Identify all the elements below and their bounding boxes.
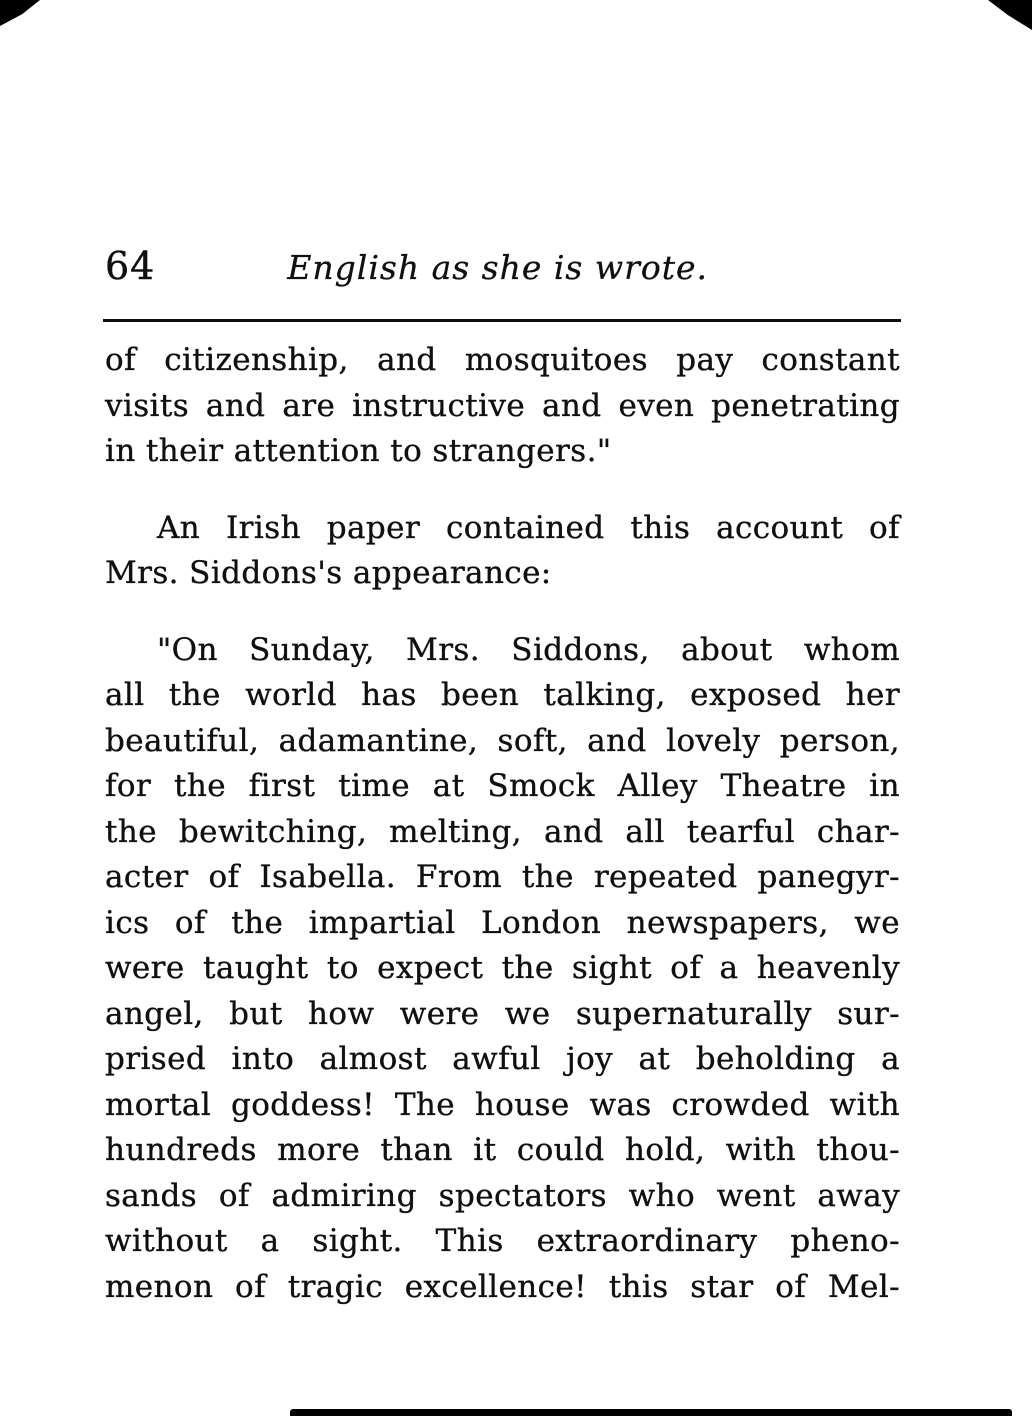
text-line: were taught to expect the sight of a heavenly: [105, 950, 900, 986]
paragraph-siddons-quote: [105, 628, 900, 1311]
scan-artifact-top-left-corner: [0, 0, 40, 26]
text-line: mortal goddess! The house was crowded with: [105, 1086, 900, 1123]
page-number: 64: [105, 244, 156, 288]
scan-artifact-bottom-edge: [290, 1409, 1012, 1416]
text-line: hundreds more than it could hold, with thou-: [105, 1132, 900, 1168]
text-line: without a sight. This extraordinary pheno-: [105, 1223, 900, 1259]
text-line: all the world has been talking, exposed her: [105, 677, 900, 713]
text-line: for the first time at Smock Alley Theatre in: [105, 768, 900, 804]
text-line: beautiful, adamantine, soft, and lovely person,: [105, 722, 900, 759]
text-line: menon of tragic excellence! this star of Mel-: [105, 1268, 900, 1305]
text-line: in their attention to strangers.": [105, 433, 612, 469]
header-rule: [103, 319, 901, 322]
text-line: of citizenship, and mosquitoes pay constant: [105, 342, 900, 378]
text-line: visits and are instructive and even penetrating: [105, 387, 900, 424]
text-line: angel, but how were we supernaturally sur-: [105, 995, 900, 1032]
text-line: the bewitching, melting, and all tearful char-: [105, 813, 900, 850]
text-line: acter of Isabella. From the repeated panegyr-: [105, 859, 900, 895]
text-line: prised into almost awful joy at beholding a: [105, 1041, 900, 1077]
running-title: English as she is wrote.: [287, 248, 709, 287]
page-header: [105, 244, 900, 288]
text-line: Mrs. Siddons's appearance:: [105, 555, 552, 591]
text-line: sands of admiring spectators who went away: [105, 1177, 900, 1214]
text-block: [105, 338, 900, 1310]
paragraph-continuation: [105, 338, 900, 475]
text-line: An Irish paper contained this account of: [157, 509, 900, 546]
text-line: "On Sunday, Mrs. Siddons, about whom: [157, 631, 900, 668]
text-line: ics of the impartial London newspapers, we: [105, 904, 900, 941]
scan-artifact-top-right-corner: [988, 0, 1032, 30]
paragraph-irish-paper: [105, 506, 900, 597]
